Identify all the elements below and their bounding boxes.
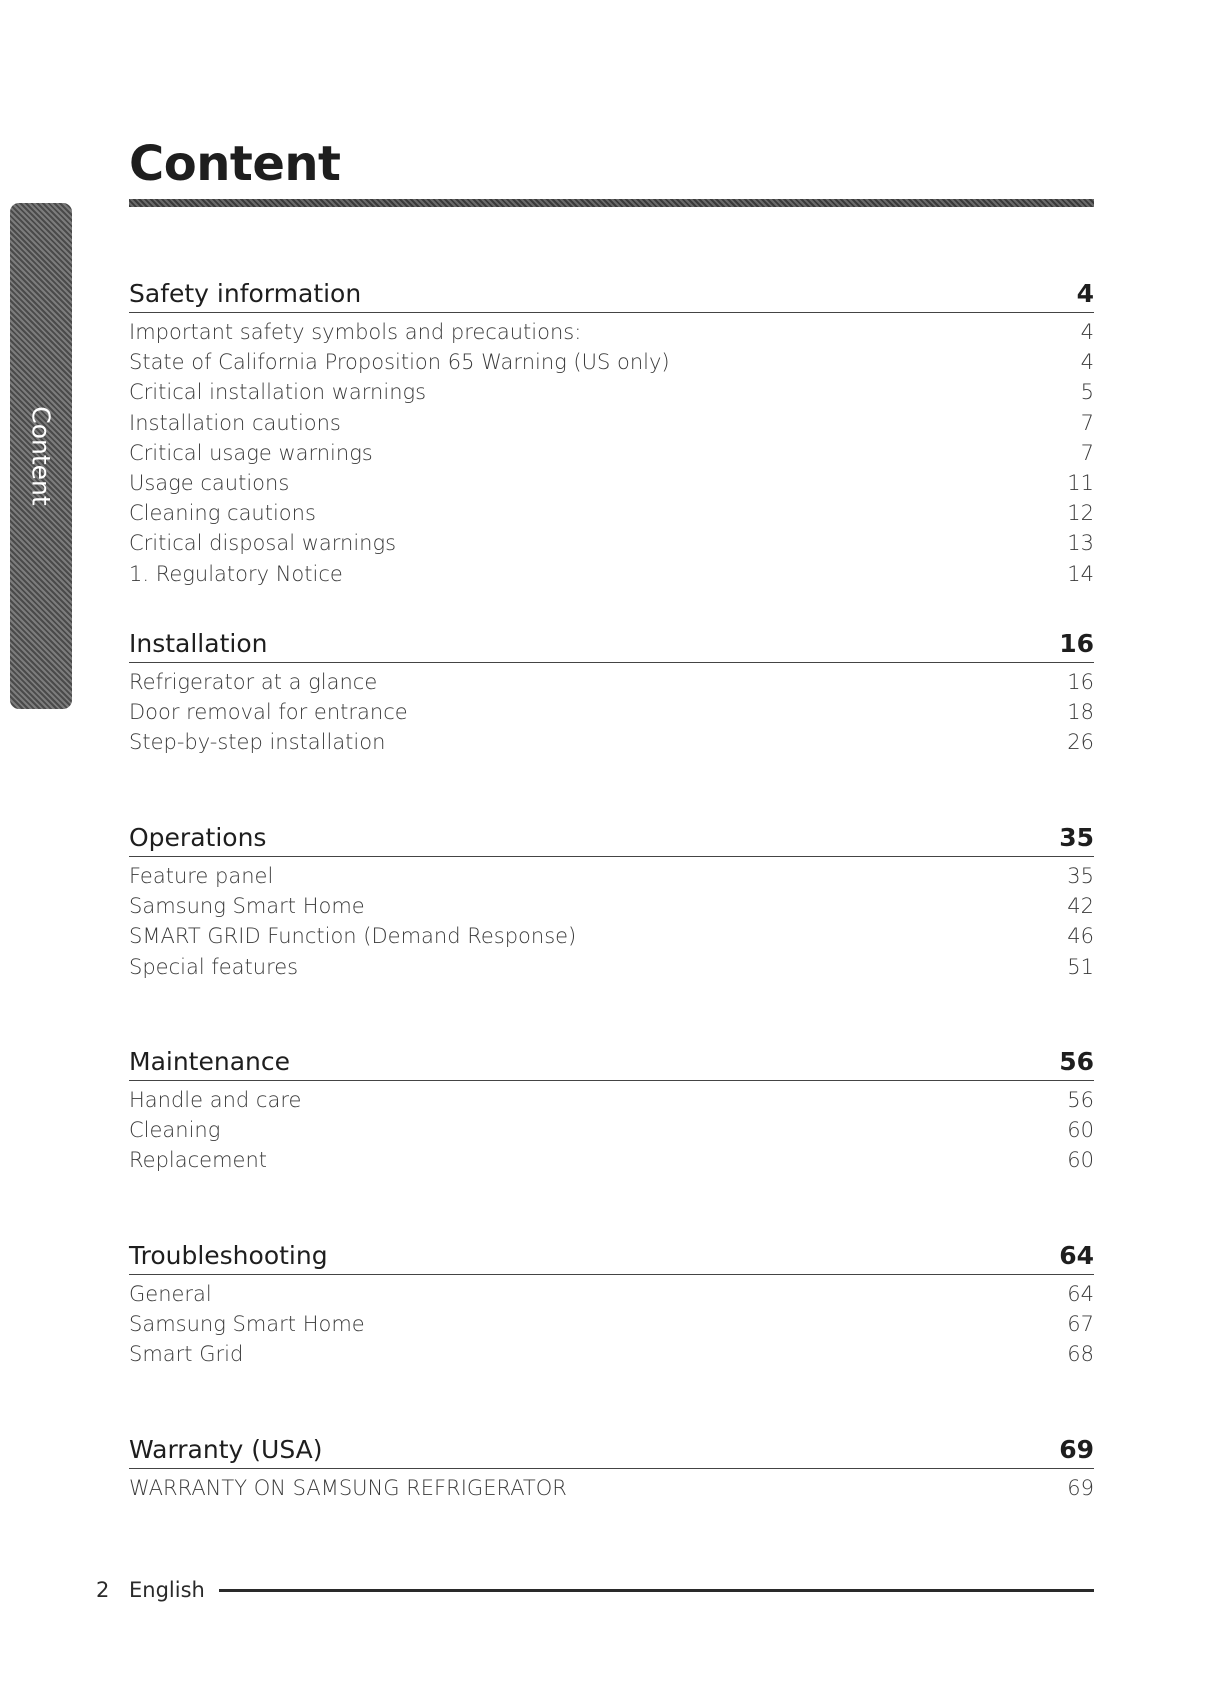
footer-divider <box>219 1589 1094 1592</box>
section-page-number: 35 <box>1059 823 1094 852</box>
entry-page: 18 <box>1067 700 1094 725</box>
entry-label: State of California Proposition 65 Warning (US only) <box>129 350 670 375</box>
entry-page: 14 <box>1067 561 1094 586</box>
footer-page-number: 2 <box>96 1578 110 1602</box>
footer-language: English <box>129 1578 205 1602</box>
toc-entry[interactable] <box>129 1085 1094 1115</box>
toc-entry[interactable] <box>129 317 1094 347</box>
entry-page: 56 <box>1067 1088 1094 1113</box>
entry-page: 60 <box>1067 1118 1094 1143</box>
entry-label: Smart Grid <box>129 1342 244 1367</box>
toc-entry[interactable] <box>129 1279 1094 1309</box>
section-page-number: 69 <box>1059 1435 1094 1464</box>
entry-label: Samsung Smart Home <box>129 1312 365 1337</box>
section-header[interactable] <box>129 1043 1094 1081</box>
entry-label: Refrigerator at a glance <box>129 670 378 695</box>
entry-label: Usage cautions <box>129 471 290 496</box>
toc-entry[interactable] <box>129 727 1094 757</box>
entry-page: 5 <box>1080 380 1094 405</box>
entry-label: Critical usage warnings <box>129 440 373 465</box>
toc-section-safety <box>129 275 1094 625</box>
entry-page: 64 <box>1067 1282 1094 1307</box>
toc-section-troubleshooting <box>129 1237 1094 1431</box>
side-tab-label: Content <box>26 406 56 506</box>
entry-page: 4 <box>1080 350 1094 375</box>
toc-entry[interactable] <box>129 347 1094 377</box>
entry-page: 7 <box>1080 440 1094 465</box>
entry-page: 13 <box>1067 531 1094 556</box>
entry-page: 35 <box>1067 864 1094 889</box>
entry-label: Step-by-step installation <box>129 730 386 755</box>
toc-entry[interactable] <box>129 468 1094 498</box>
toc-section-maintenance <box>129 1043 1094 1237</box>
section-header[interactable] <box>129 1237 1094 1275</box>
section-page-number: 4 <box>1076 279 1094 308</box>
toc-entry[interactable] <box>129 1473 1094 1503</box>
title-divider <box>129 199 1094 207</box>
section-title: Operations <box>129 823 267 852</box>
entry-label: WARRANTY ON SAMSUNG REFRIGERATOR <box>129 1476 567 1501</box>
section-title: Troubleshooting <box>129 1241 328 1270</box>
entry-label: Door removal for entrance <box>129 700 408 725</box>
toc-entry[interactable] <box>129 1309 1094 1339</box>
entry-label: Replacement <box>129 1148 267 1173</box>
toc-entry[interactable] <box>129 1339 1094 1369</box>
table-of-contents <box>129 275 1094 1511</box>
entry-page: 4 <box>1080 320 1094 345</box>
entry-page: 26 <box>1067 730 1094 755</box>
toc-section-warranty <box>129 1431 1094 1511</box>
entry-page: 42 <box>1067 894 1094 919</box>
toc-entry[interactable] <box>129 559 1094 589</box>
page-title: Content <box>129 136 341 192</box>
section-header[interactable] <box>129 1431 1094 1469</box>
entry-label: Cleaning cautions <box>129 501 316 526</box>
section-header[interactable] <box>129 275 1094 313</box>
section-title: Maintenance <box>129 1047 290 1076</box>
section-title: Safety information <box>129 279 362 308</box>
entry-label: SMART GRID Function (Demand Response) <box>129 924 577 949</box>
entry-page: 67 <box>1067 1312 1094 1337</box>
toc-entry[interactable] <box>129 438 1094 468</box>
toc-section-installation <box>129 625 1094 819</box>
section-title: Installation <box>129 629 268 658</box>
section-header[interactable] <box>129 625 1094 663</box>
entry-page: 69 <box>1067 1476 1094 1501</box>
entry-page: 12 <box>1067 501 1094 526</box>
entry-label: Special features <box>129 954 299 979</box>
toc-entry[interactable] <box>129 697 1094 727</box>
section-page-number: 16 <box>1059 629 1094 658</box>
entry-page: 68 <box>1067 1342 1094 1367</box>
entry-page: 51 <box>1067 954 1094 979</box>
toc-entry[interactable] <box>129 891 1094 921</box>
toc-entry[interactable] <box>129 921 1094 951</box>
entry-page: 7 <box>1080 410 1094 435</box>
entry-label: Samsung Smart Home <box>129 894 365 919</box>
entry-label: Installation cautions <box>129 410 341 435</box>
toc-entry[interactable] <box>129 1115 1094 1145</box>
entry-page: 11 <box>1067 471 1094 496</box>
toc-entry[interactable] <box>129 861 1094 891</box>
toc-entry[interactable] <box>129 528 1094 558</box>
entry-label: Important safety symbols and precautions: <box>129 320 582 345</box>
side-tab[interactable] <box>10 203 72 709</box>
entry-label: Cleaning <box>129 1118 221 1143</box>
toc-entry[interactable] <box>129 498 1094 528</box>
entry-label: Critical disposal warnings <box>129 531 397 556</box>
page-footer <box>96 1578 1094 1602</box>
toc-section-operations <box>129 819 1094 1043</box>
entry-label: Handle and care <box>129 1088 302 1113</box>
section-title: Warranty (USA) <box>129 1435 323 1464</box>
section-page-number: 64 <box>1059 1241 1094 1270</box>
toc-entry[interactable] <box>129 377 1094 407</box>
toc-entry[interactable] <box>129 667 1094 697</box>
entry-label: Feature panel <box>129 864 274 889</box>
entry-label: 1. Regulatory Notice <box>129 561 343 586</box>
toc-entry[interactable] <box>129 952 1094 982</box>
toc-entry[interactable] <box>129 408 1094 438</box>
entry-page: 46 <box>1067 924 1094 949</box>
entry-page: 16 <box>1067 670 1094 695</box>
toc-entry[interactable] <box>129 1145 1094 1175</box>
entry-page: 60 <box>1067 1148 1094 1173</box>
section-page-number: 56 <box>1059 1047 1094 1076</box>
section-header[interactable] <box>129 819 1094 857</box>
entry-label: General <box>129 1282 212 1307</box>
entry-label: Critical installation warnings <box>129 380 427 405</box>
